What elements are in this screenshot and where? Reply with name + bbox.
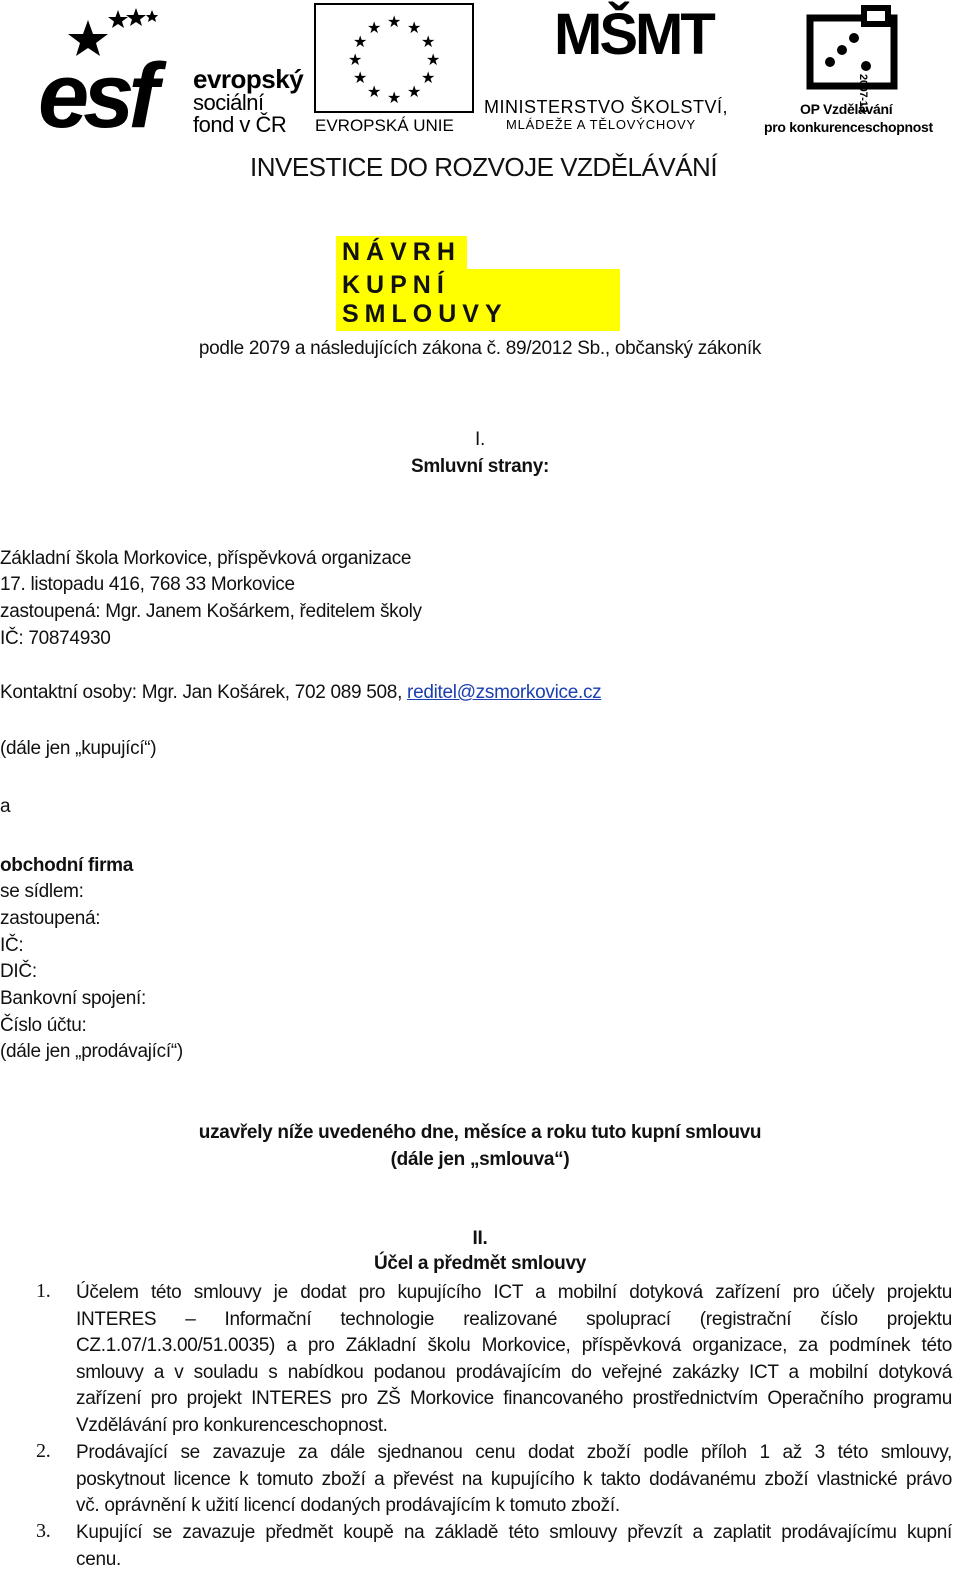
buyer-name: Základní škola Morkovice, příspěvková organizace [0, 548, 412, 569]
section1-heading: Smluvní strany: [410, 456, 550, 477]
section2-heading: Účel a předmět smlouvy [374, 1253, 586, 1274]
title-line2: KUPNÍ SMLOUVY [336, 269, 620, 331]
title-line1: NÁVRH [336, 236, 467, 269]
item-1-number: 1. [36, 1280, 51, 1302]
eu-stars-icon [316, 5, 472, 111]
msmt-logo [484, 2, 754, 134]
item-2-text [76, 1440, 952, 1520]
esf-line3: fond v ČR [193, 112, 287, 137]
title-block [336, 236, 620, 331]
svg-text:★: ★ [352, 70, 368, 87]
item-1-line: Účelem této smlouvy je dodat pro kupujícího ICT a mobilní dotyková zařízení pro účely projektu [76, 1282, 952, 1303]
svg-text:★: ★ [366, 20, 382, 37]
item-2-line: vč. oprávnění k užití licencí dodaných prodávajícím k tomuto zboží. [76, 1495, 620, 1517]
and-text: a [0, 796, 11, 817]
item-1-line: smlouvy a v souladu s nabídkou podanou prodávajícím do veřejné zakázky ICT a mobilní dotyková [76, 1361, 952, 1383]
svg-text:★: ★ [420, 70, 436, 87]
seller-seat: se sídlem: [0, 881, 84, 902]
svg-text:★: ★ [406, 20, 422, 37]
op-logo [764, 4, 944, 136]
svg-text:★: ★ [347, 52, 363, 69]
item-1-line: Vzdělávání pro konkurenceschopnost. [76, 1414, 388, 1436]
item-1-text [76, 1280, 952, 1440]
eu-logo [314, 3, 474, 135]
buyer-alias: (dále jen „kupující“) [0, 738, 157, 759]
item-1-line: CZ.1.07/1.3.00/51.0035) a pro Základní školu Morkovice, příspěvková organizace, za podmínek této [76, 1335, 952, 1357]
esf-logo [38, 6, 304, 147]
item-1-line: INTERES – Informační technologie realizované spoluprací (registrační číslo projektu [76, 1308, 952, 1330]
item-3-line: Kupující se zavazuje předmět koupě na základě této smlouvy převzít a zaplatit prodávajícímu kupní [76, 1522, 952, 1543]
investice-header: INVESTICE DO ROZVOJE VZDĚLÁVÁNÍ [250, 152, 718, 182]
op-line1: OP Vzdělávání [800, 101, 893, 117]
buyer-contact [0, 682, 601, 704]
item-3-number: 3. [36, 1520, 51, 1542]
esf-mark: esf [38, 45, 153, 147]
seller-dic: DIČ: [0, 961, 37, 982]
svg-text:★: ★ [386, 90, 402, 107]
op-years: 2007-13 [857, 74, 869, 113]
seller-alias: (dále jen „prodávající“) [0, 1041, 183, 1062]
seller-represented: zastoupená: [0, 908, 101, 929]
seller-account: Číslo účtu: [0, 1015, 87, 1036]
item-2-line: poskytnout licence k tomuto zboží a převést na kupujícího k takto dodávanému zboží vlastnické právo [76, 1468, 952, 1490]
msmt-line1: MINISTERSTVO ŠKOLSTVÍ, [484, 97, 729, 117]
item-3-line: cenu. [76, 1548, 121, 1570]
msmt-line2: MLÁDEŽE A TĚLOVÝCHOVY [506, 117, 696, 132]
svg-text:★: ★ [420, 34, 436, 51]
esf-line2: sociální [193, 90, 264, 115]
buyer-contact-text: Kontaktní osoby: Mgr. Jan Košárek, 702 089 508, [0, 682, 408, 703]
buyer-ico: IČ: 70874930 [0, 628, 111, 649]
item-1-line: zařízení pro projekt INTERES pro ZŠ Morkovice financovaného prostřednictvím Operačního programu [76, 1388, 952, 1410]
svg-text:★: ★ [386, 14, 402, 31]
eu-flag [314, 3, 474, 113]
concluded-line1: uzavřely níže uvedeného dne, měsíce a roku tuto kupní smlouvu [198, 1122, 762, 1143]
msmt-mark: MŠMT [554, 2, 713, 67]
item-3-text [76, 1520, 952, 1573]
concluded-line2: (dále jen „smlouva“) [390, 1149, 570, 1170]
seller-firm: obchodní firma [0, 855, 134, 876]
esf-line1: evropský [193, 64, 304, 94]
svg-text:★: ★ [352, 34, 368, 51]
svg-text:★: ★ [406, 84, 422, 101]
item-2-number: 2. [36, 1440, 51, 1462]
op-line2: pro konkurenceschopnost [764, 119, 933, 135]
section1-number: I. [475, 429, 485, 450]
seller-bank: Bankovní spojení: [0, 988, 146, 1009]
seller-ico: IČ: [0, 935, 24, 956]
buyer-email-link[interactable]: reditel@zsmorkovice.cz [407, 682, 602, 703]
section2-number: II. [472, 1228, 488, 1249]
item-2-line: Prodávající se zavazuje za dále sjednanou cenu dodat zboží podle příloh 1 až 3 této smlouvy, [76, 1442, 952, 1463]
svg-text:★: ★ [425, 52, 441, 69]
subtitle: podle 2079 a následujících zákona č. 89/2012 Sb., občanský zákoník [198, 338, 762, 359]
buyer-address: 17. listopadu 416, 768 33 Morkovice [0, 574, 295, 595]
eu-label: EVROPSKÁ UNIE [315, 116, 454, 135]
svg-text:★: ★ [366, 84, 382, 101]
buyer-represented: zastoupená: Mgr. Janem Košárkem, ředitelem školy [0, 601, 422, 622]
